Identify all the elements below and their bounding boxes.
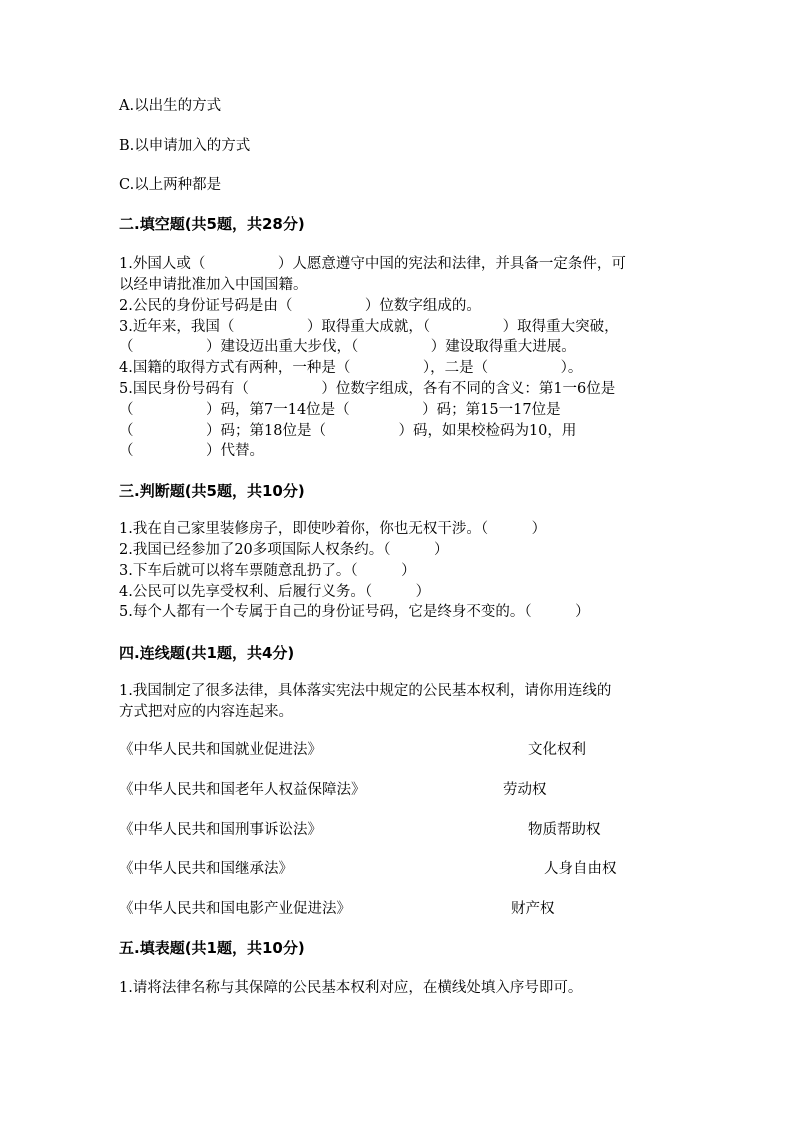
fill-blank-line: 4.国籍的取得方式有两种，一种是（ ），二是（ ）。	[119, 360, 583, 376]
section-heading-matching: 四.连线题(共1题，共4分)	[119, 644, 295, 662]
true-false-item: 2.我国已经参加了20多项国际人权条约。（ ）	[119, 542, 449, 558]
true-false-item: 3.下车后就可以将车票随意乱扔了。（ ）	[119, 563, 416, 579]
fill-blank-line: 1.外国人或（ ）人愿意遵守中国的宪法和法律，并具备一定条件，可	[119, 256, 626, 272]
true-false-item: 4.公民可以先享受权利、后履行义务。（ ）	[119, 584, 431, 600]
fill-blank-line: 2.公民的身份证号码是由（ ）位数字组成的。	[119, 298, 481, 314]
matching-law: 《中华人民共和国老年人权益保障法》	[119, 782, 366, 798]
matching-right: 文化权利	[528, 742, 586, 758]
matching-question: 1.我国制定了很多法律，具体落实宪法中规定的公民基本权利，请你用连线的	[119, 683, 612, 699]
matching-question: 方式把对应的内容连起来。	[119, 704, 293, 720]
matching-law: 《中华人民共和国就业促进法》	[119, 742, 322, 758]
matching-law: 《中华人民共和国继承法》	[119, 861, 293, 877]
true-false-item: 1.我在自己家里装修房子，即使吵着你，你也无权干涉。（ ）	[119, 521, 547, 537]
fill-blank-line: （ ）码；第18位是（ ）码，如果校检码为10，用	[119, 423, 577, 439]
fill-blank-line: 以经申请批准加入中国国籍。	[119, 277, 308, 293]
true-false-item: 5.每个人都有一个专属于自己的身份证号码，它是终身不变的。（ ）	[119, 604, 590, 620]
fill-blank-line: （ ）建设迈出重大步伐，（ ）建设取得重大进展。	[119, 339, 576, 355]
section-heading-table-fill: 五.填表题(共1题，共10分)	[119, 939, 305, 957]
fill-blank-line: 3.近年来，我国（ ）取得重大成就，（ ）取得重大突破，	[119, 319, 619, 335]
fill-blank-line: （ ）码，第7一14位是（ ）码；第15一17位是	[119, 402, 561, 418]
matching-right: 劳动权	[503, 782, 547, 798]
matching-right: 物质帮助权	[528, 822, 601, 838]
table-fill-question: 1.请将法律名称与其保障的公民基本权利对应，在横线处填入序号即可。	[119, 980, 583, 996]
section-heading-fill-blank: 二.填空题(共5题，共28分)	[119, 215, 305, 233]
matching-law: 《中华人民共和国电影产业促进法》	[119, 901, 351, 917]
section-heading-true-false: 三.判断题(共5题，共10分)	[119, 482, 305, 500]
matching-right: 财产权	[511, 901, 555, 917]
matching-law: 《中华人民共和国刑事诉讼法》	[119, 822, 322, 838]
choice-b: B.以申请加入的方式	[119, 138, 251, 154]
matching-right: 人身自由权	[544, 861, 617, 877]
fill-blank-line: （ ）代替。	[119, 443, 264, 459]
choice-a: A.以出生的方式	[119, 98, 222, 114]
fill-blank-line: 5.国民身份号码有（ ）位数字组成，各有不同的含义：第1一6位是	[119, 381, 616, 397]
choice-c: C.以上两种都是	[119, 177, 222, 193]
